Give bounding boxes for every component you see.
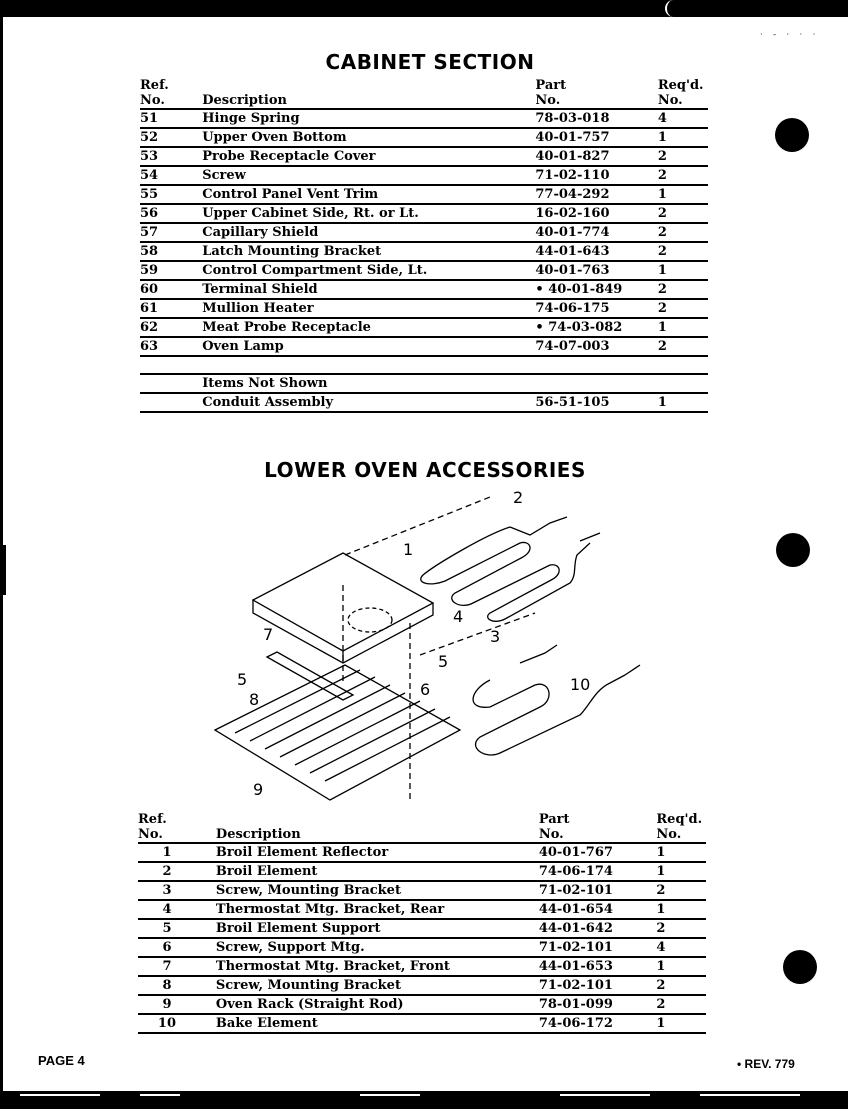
req-cell: 2 [658,166,708,185]
ref-cell: 2 [138,862,216,881]
req-cell: 1 [656,957,706,976]
ref-cell: 7 [138,957,216,976]
part-cell: 40-01-757 [535,128,657,147]
scan-top-border [0,0,848,17]
callout-4: 4 [453,607,464,626]
description-cell: Conduit Assembly [202,393,535,412]
req-cell: 4 [658,109,708,128]
description-cell: Screw, Mounting Bracket [216,976,539,995]
table-row [138,957,706,976]
table-row [138,900,706,919]
table-row [140,204,708,223]
table-row [138,919,706,938]
header-part-no: Part No. [535,78,657,109]
header-description: Description [202,78,535,109]
description-cell: Broil Element Support [216,919,539,938]
table-row [140,109,708,128]
description-cell: Capillary Shield [202,223,535,242]
description-cell: Control Panel Vent Trim [202,185,535,204]
table-row [140,166,708,185]
table-row [140,223,708,242]
ref-cell: 60 [140,280,202,299]
req-cell: 1 [656,1014,706,1033]
description-cell: Broil Element Reflector [216,843,539,862]
ref-cell: 5 [138,919,216,938]
header-description: Description [216,812,539,843]
header-ref-no: Ref. No. [140,78,202,109]
header-part-no: Part No. [539,812,657,843]
ref-cell: 9 [138,995,216,1014]
exploded-parts-diagram [205,485,665,805]
part-cell: 56-51-105 [535,393,657,412]
part-cell: 78-03-018 [535,109,657,128]
req-cell: 2 [658,204,708,223]
part-cell: 40-01-827 [535,147,657,166]
callout-7: 7 [263,625,274,644]
description-cell: Hinge Spring [202,109,535,128]
req-cell: 1 [656,862,706,881]
req-cell: 2 [658,280,708,299]
ref-cell: 53 [140,147,202,166]
part-cell: 71-02-101 [539,938,657,957]
ref-cell: 3 [138,881,216,900]
assembly-guide-lines [343,497,535,800]
table-row [140,242,708,261]
callout-5-right: 5 [438,652,449,671]
callout-3: 3 [490,627,501,646]
description-cell: Oven Lamp [202,337,535,356]
part-cell: 71-02-101 [539,881,657,900]
req-cell: 2 [658,337,708,356]
scan-speckles: · - · · · [760,30,820,39]
table-row [138,938,706,957]
table-row [140,261,708,280]
revision-label: • REV. 779 [737,1057,795,1071]
cabinet-section-title: CABINET SECTION [325,50,535,74]
description-cell: Mullion Heater [202,299,535,318]
description-cell: Upper Oven Bottom [202,128,535,147]
description-cell: Control Compartment Side, Lt. [202,261,535,280]
table-row [138,843,706,862]
description-cell: Screw, Support Mtg. [216,938,539,957]
part-cell: 74-06-175 [535,299,657,318]
ref-cell: 61 [140,299,202,318]
scan-left-artifact [0,545,6,595]
ref-cell: 1 [138,843,216,862]
callout-9: 9 [253,780,264,799]
lower-oven-parts-table [138,812,706,1034]
part-cell: 44-01-654 [539,900,657,919]
table-row [140,280,708,299]
callout-2: 2 [513,488,524,507]
part-cell: 40-01-767 [539,843,657,862]
description-cell: Terminal Shield [202,280,535,299]
table-row [140,318,708,337]
ref-cell: 57 [140,223,202,242]
ref-cell: 62 [140,318,202,337]
req-cell: 4 [656,938,706,957]
part-cell: 44-01-643 [535,242,657,261]
req-cell: 2 [656,919,706,938]
part-cell: 71-02-110 [535,166,657,185]
description-cell: Screw, Mounting Bracket [216,881,539,900]
description-cell: Bake Element [216,1014,539,1033]
description-cell: Thermostat Mtg. Bracket, Front [216,957,539,976]
part-cell: 71-02-101 [539,976,657,995]
callout-10: 10 [570,675,591,694]
description-cell: Probe Receptacle Cover [202,147,535,166]
header-ref-no: Ref. No. [138,812,216,843]
part-cell: 40-01-774 [535,223,657,242]
cabinet-parts-table [140,78,708,413]
ref-cell [140,393,202,412]
binder-hole-icon [775,118,809,152]
description-cell: Broil Element [216,862,539,881]
part-cell: 77-04-292 [535,185,657,204]
bake-element-drawing [473,645,640,755]
part-cell: 74-06-172 [539,1014,657,1033]
part-cell: • 74-03-082 [535,318,657,337]
part-cell: 44-01-653 [539,957,657,976]
thermostat-bracket-drawing [267,652,353,700]
callout-8: 8 [249,690,260,709]
part-cell: 40-01-763 [535,261,657,280]
page-number: PAGE 4 [38,1053,85,1068]
req-cell: 1 [658,185,708,204]
description-cell: Latch Mounting Bracket [202,242,535,261]
scan-notch [665,0,677,17]
req-cell: 2 [658,223,708,242]
ref-cell: 55 [140,185,202,204]
table-header-row [138,812,706,843]
lower-oven-accessories-title: LOWER OVEN ACCESSORIES [264,458,586,482]
part-cell: 74-06-174 [539,862,657,881]
description-cell: Oven Rack (Straight Rod) [216,995,539,1014]
req-cell: 2 [658,242,708,261]
table-row [138,881,706,900]
ref-cell: 59 [140,261,202,280]
table-row [140,185,708,204]
description-cell: Meat Probe Receptacle [202,318,535,337]
req-cell: 1 [658,393,708,412]
req-cell: 1 [658,318,708,337]
ref-cell: 63 [140,337,202,356]
ref-cell: 56 [140,204,202,223]
ref-cell: 54 [140,166,202,185]
req-cell: 1 [658,128,708,147]
table-row [140,299,708,318]
part-cell: 16-02-160 [535,204,657,223]
header-reqd-no: Req'd. No. [658,78,708,109]
part-cell: • 40-01-849 [535,280,657,299]
header-reqd-no: Req'd. No. [656,812,706,843]
ref-cell: 10 [138,1014,216,1033]
scan-bottom-border [0,1091,848,1109]
part-cell: 78-01-099 [539,995,657,1014]
broil-element-drawing [421,517,600,621]
table-row [140,337,708,356]
table-header-row [140,78,708,109]
description-cell: Screw [202,166,535,185]
table-row [140,393,708,412]
table-row [140,128,708,147]
table-row [140,147,708,166]
ref-cell: 8 [138,976,216,995]
callout-1: 1 [403,540,414,559]
description-cell: Upper Cabinet Side, Rt. or Lt. [202,204,535,223]
req-cell: 2 [656,995,706,1014]
req-cell: 2 [658,147,708,166]
description-cell: Thermostat Mtg. Bracket, Rear [216,900,539,919]
callout-5-left: 5 [237,670,248,689]
table-row [138,862,706,881]
req-cell: 2 [656,881,706,900]
ref-cell: 6 [138,938,216,957]
callout-6: 6 [420,680,431,699]
req-cell: 2 [658,299,708,318]
table-row [138,1014,706,1033]
ref-cell: 4 [138,900,216,919]
binder-hole-icon [776,533,810,567]
ref-cell: 52 [140,128,202,147]
ref-cell: 58 [140,242,202,261]
items-not-shown-row [140,374,708,393]
ref-cell: 51 [140,109,202,128]
table-row [138,995,706,1014]
table-row [138,976,706,995]
part-cell: 74-07-003 [535,337,657,356]
req-cell: 1 [658,261,708,280]
part-cell: 44-01-642 [539,919,657,938]
binder-hole-icon [783,950,817,984]
req-cell: 1 [656,900,706,919]
req-cell: 1 [656,843,706,862]
spacer-row [140,356,708,374]
req-cell: 2 [656,976,706,995]
items-not-shown-label: Items Not Shown [202,374,535,393]
